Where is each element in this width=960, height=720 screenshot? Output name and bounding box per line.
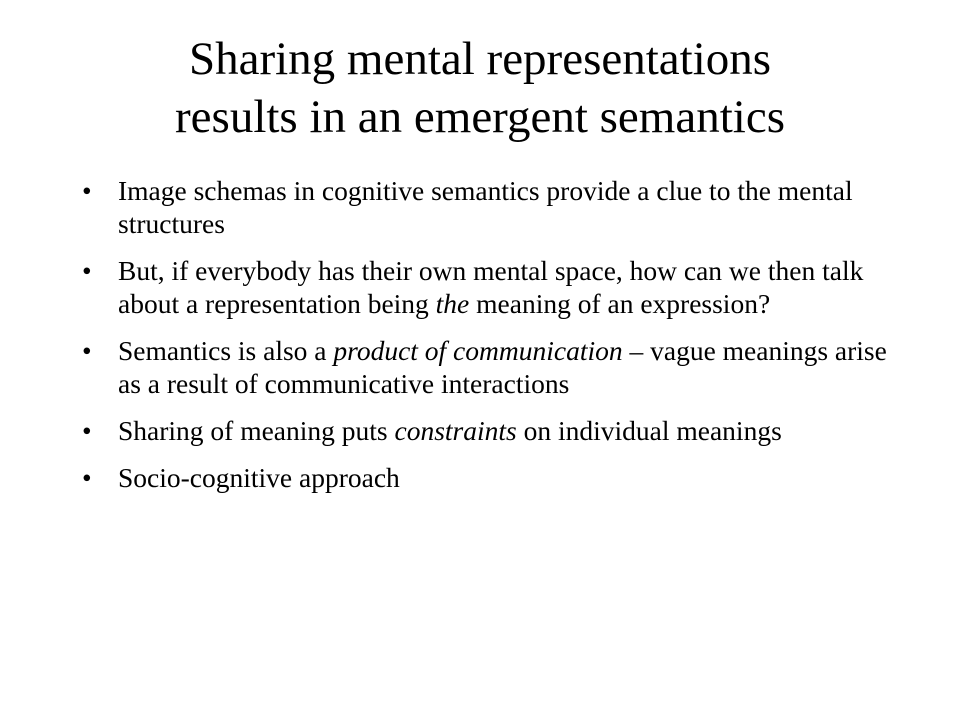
emphasis-the: the [435, 288, 470, 319]
bullet-text: But, if everybody has their own mental space, how can we then talk about a representation being the meaning of an expression? [118, 255, 864, 319]
bullet-dot-icon: • [82, 462, 92, 493]
bullet-dot-icon: • [82, 255, 92, 286]
slide-title-line-2: results in an emergent semantics [175, 91, 785, 143]
bullet-item-image-schemas [82, 174, 892, 240]
bullet-text: Sharing of meaning puts constraints on individual meanings [118, 415, 782, 446]
bullet-text: Socio-cognitive approach [118, 462, 400, 493]
emphasis-product-of-communication: product of communication [333, 335, 623, 366]
bullet-item-mental-space [82, 254, 892, 320]
bullet-item-sharing-of-meaning [82, 414, 892, 447]
slide-title-line-1: Sharing mental representations [188, 33, 772, 85]
bullet-text: Semantics is also a product of communication – vague meanings arise as a result of communicative interactions [118, 335, 887, 399]
bullet-text: Image schemas in cognitive semantics provide a clue to the mental structures [118, 175, 853, 239]
slide-title [40, 30, 920, 146]
bullet-item-product-of-communication [82, 334, 892, 400]
emphasis-constraints: constraints [394, 415, 517, 446]
bullet-dot-icon: • [82, 335, 92, 366]
bullet-dot-icon: • [82, 175, 92, 206]
bullet-dot-icon: • [82, 415, 92, 446]
bullet-list [82, 174, 892, 508]
bullet-item-socio-cognitive [82, 461, 892, 494]
